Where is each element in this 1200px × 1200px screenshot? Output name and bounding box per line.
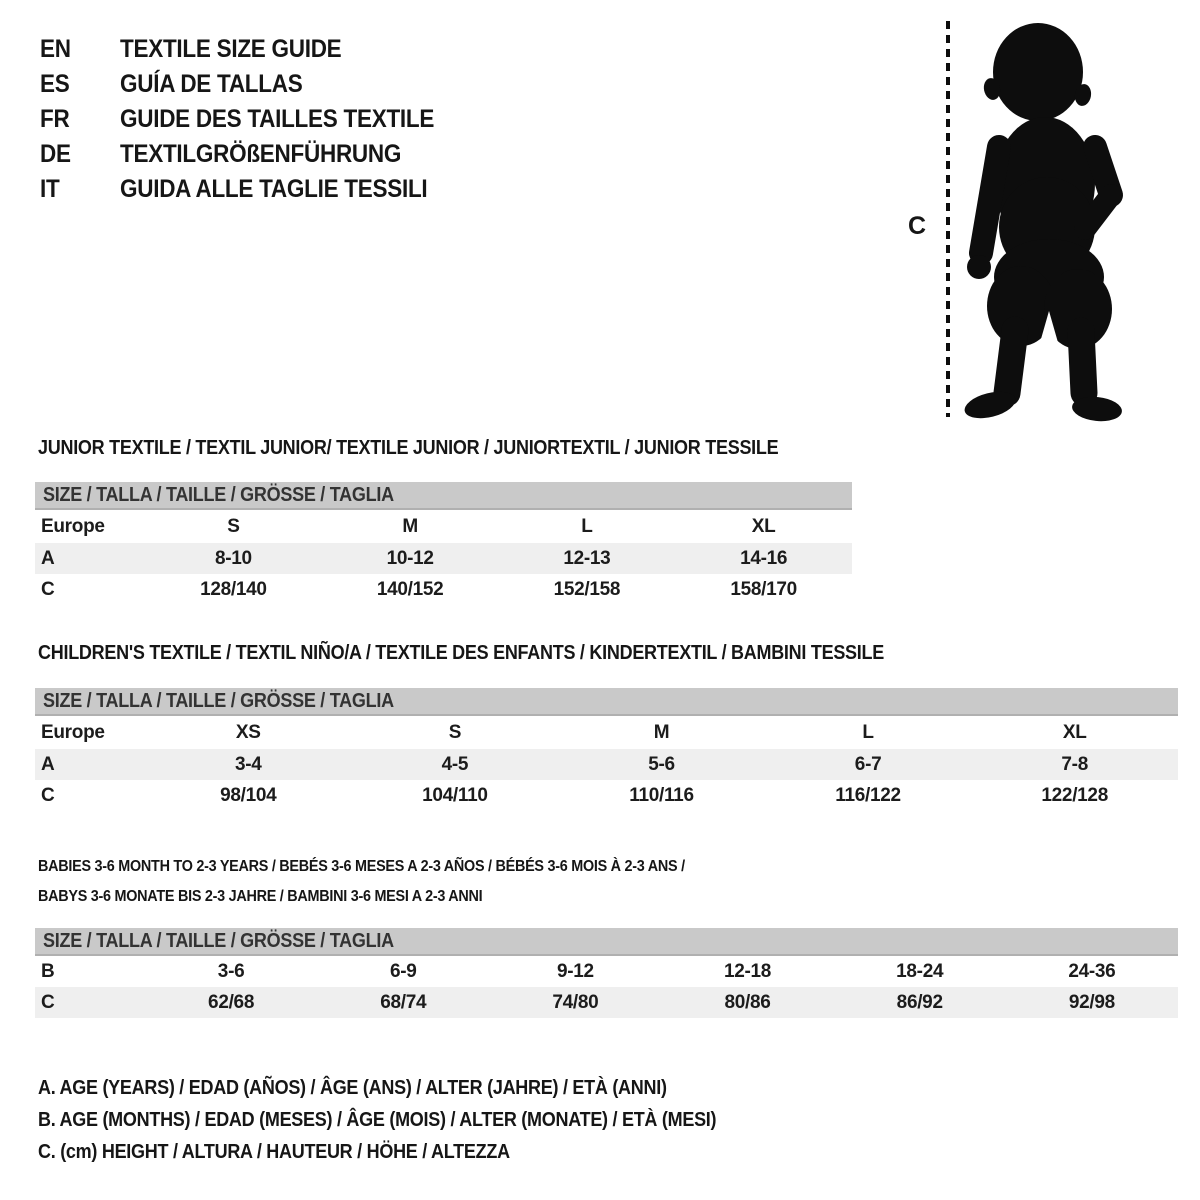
measurement-legend xyxy=(38,1072,792,1168)
hand-left-shape xyxy=(967,255,991,279)
junior-size-table xyxy=(35,482,852,605)
leg-right-shape xyxy=(1081,331,1084,393)
value-cell: 12-13 xyxy=(499,543,676,574)
language-row-es xyxy=(40,67,469,102)
value-cell: 92/98 xyxy=(1006,987,1178,1018)
row-label: C xyxy=(41,784,55,806)
row-label: C xyxy=(35,987,145,1018)
leg-left-shape xyxy=(1007,330,1015,393)
babies-title-line2: BABYS 3-6 MONATE BIS 2-3 JAHRE / BAMBINI 3-6 MESI A 2-3 ANNI xyxy=(38,888,483,905)
value-cell: 4-5 xyxy=(352,749,559,780)
language-row-de xyxy=(40,137,469,172)
table-row xyxy=(35,716,1178,749)
value-cell: 5-6 xyxy=(558,749,765,780)
value-cell: 86/92 xyxy=(834,987,1006,1018)
guide-title: GUIDE DES TAILLES TEXTILE xyxy=(120,105,435,133)
babies-title-line1: BABIES 3-6 MONTH TO 2-3 YEARS / BEBÉS 3-6 MESES A 2-3 AÑOS / BÉBÉS 3-6 MOIS À 2-3 ANS / xyxy=(38,858,685,875)
size-header-label: SIZE / TALLA / TAILLE / GRÖSSE / TAGLIA xyxy=(43,483,394,506)
value-cell: 10-12 xyxy=(322,543,499,574)
babies-size-table xyxy=(35,928,1178,1018)
legend-age-months: B. AGE (MONTHS) / EDAD (MESES) / ÂGE (MOIS) / ALTER (MONATE) / ETÀ (MESI) xyxy=(38,1109,717,1131)
babies-table xyxy=(35,956,1178,1018)
value-cell: 110/116 xyxy=(629,784,694,806)
value-cell: 3-4 xyxy=(145,749,352,780)
language-code: ES xyxy=(40,70,70,98)
toddler-shape xyxy=(962,23,1123,424)
value-cell: 9-12 xyxy=(556,960,594,982)
value-cell: 18-24 xyxy=(896,960,944,982)
value-cell: 140/152 xyxy=(376,578,444,600)
legend-age-years: A. AGE (YEARS) / EDAD (AÑOS) / ÂGE (ANS) / ALTER (JAHRE) / ETÀ (ANNI) xyxy=(38,1077,667,1099)
table-row xyxy=(35,749,1178,780)
size-cell: M xyxy=(402,515,418,537)
region-label: Europe xyxy=(41,721,105,743)
size-header-bar xyxy=(35,482,852,510)
guide-title: TEXTILE SIZE GUIDE xyxy=(120,35,342,63)
junior-table xyxy=(35,510,852,605)
value-cell: 158/170 xyxy=(730,578,797,600)
row-label: A xyxy=(35,749,145,780)
language-code: EN xyxy=(40,35,71,63)
table-row xyxy=(35,780,1178,811)
table-row xyxy=(35,987,1178,1018)
value-cell: 116/122 xyxy=(835,784,901,806)
value-cell: 128/140 xyxy=(200,578,267,600)
value-cell: 24-36 xyxy=(1068,960,1116,982)
size-cell: S xyxy=(227,515,240,537)
children-size-table xyxy=(35,688,1178,811)
legend-height-cm: C. (cm) HEIGHT / ALTURA / HAUTEUR / HÖHE / ALTEZZA xyxy=(38,1141,510,1163)
size-cell: L xyxy=(862,721,874,743)
table-row xyxy=(35,543,852,574)
value-cell: 12-18 xyxy=(723,960,772,982)
language-row-fr xyxy=(40,102,469,137)
table-row xyxy=(35,574,852,605)
value-cell: 8-10 xyxy=(145,543,322,574)
value-cell: 3-6 xyxy=(217,960,245,982)
size-header-bar xyxy=(35,688,1178,716)
size-header-label: SIZE / TALLA / TAILLE / GRÖSSE / TAGLIA xyxy=(43,689,394,712)
row-label: C xyxy=(41,578,55,600)
language-code: FR xyxy=(40,105,70,133)
guide-title: TEXTILGRÖßENFÜHRUNG xyxy=(120,140,402,168)
size-cell: M xyxy=(653,721,670,743)
value-cell: 6-9 xyxy=(389,960,417,982)
value-cell: 7-8 xyxy=(971,749,1178,780)
value-cell: 74/80 xyxy=(489,987,661,1018)
size-cell: S xyxy=(448,721,462,743)
region-label: Europe xyxy=(41,515,105,537)
size-cell: XL xyxy=(1062,721,1087,743)
junior-section-title: JUNIOR TEXTILE / TEXTIL JUNIOR/ TEXTILE JUNIOR / JUNIORTEXTIL / JUNIOR TESSILE xyxy=(38,437,779,459)
value-cell: 80/86 xyxy=(661,987,833,1018)
value-cell: 68/74 xyxy=(317,987,489,1018)
size-header-label: SIZE / TALLA / TAILLE / GRÖSSE / TAGLIA xyxy=(43,929,394,952)
value-cell: 122/128 xyxy=(1041,784,1108,806)
table-row xyxy=(35,956,1178,987)
children-table xyxy=(35,716,1178,811)
babies-section-title xyxy=(38,852,757,912)
arm-left-shape xyxy=(981,147,999,253)
table-row xyxy=(35,510,852,543)
language-code: DE xyxy=(40,140,71,168)
size-cell: XL xyxy=(751,515,776,537)
children-section-title: CHILDREN'S TEXTILE / TEXTIL NIÑO/A / TEXTILE DES ENFANTS / KINDERTEXTIL / BAMBINI TESSILE xyxy=(38,642,884,664)
height-measure-label: C xyxy=(908,212,927,240)
row-label: B xyxy=(41,960,55,982)
language-row-en xyxy=(40,32,469,67)
value-cell: 14-16 xyxy=(675,543,852,574)
size-header-bar xyxy=(35,928,1178,956)
guide-title: GUIDA ALLE TAGLIE TESSILI xyxy=(120,175,428,203)
size-cell: L xyxy=(581,515,593,537)
head-shape xyxy=(993,23,1083,121)
language-row-it xyxy=(40,172,469,207)
value-cell: 152/158 xyxy=(553,578,621,600)
value-cell: 104/110 xyxy=(422,784,488,806)
size-cell: XS xyxy=(235,721,261,743)
value-cell: 98/104 xyxy=(220,784,277,806)
guide-title: GUÍA DE TALLAS xyxy=(120,70,303,98)
language-title-block xyxy=(40,32,469,207)
value-cell: 62/68 xyxy=(145,987,317,1018)
row-label: A xyxy=(35,543,145,574)
language-code: IT xyxy=(40,175,60,203)
toddler-silhouette-figure xyxy=(935,15,1150,425)
value-cell: 6-7 xyxy=(765,749,972,780)
